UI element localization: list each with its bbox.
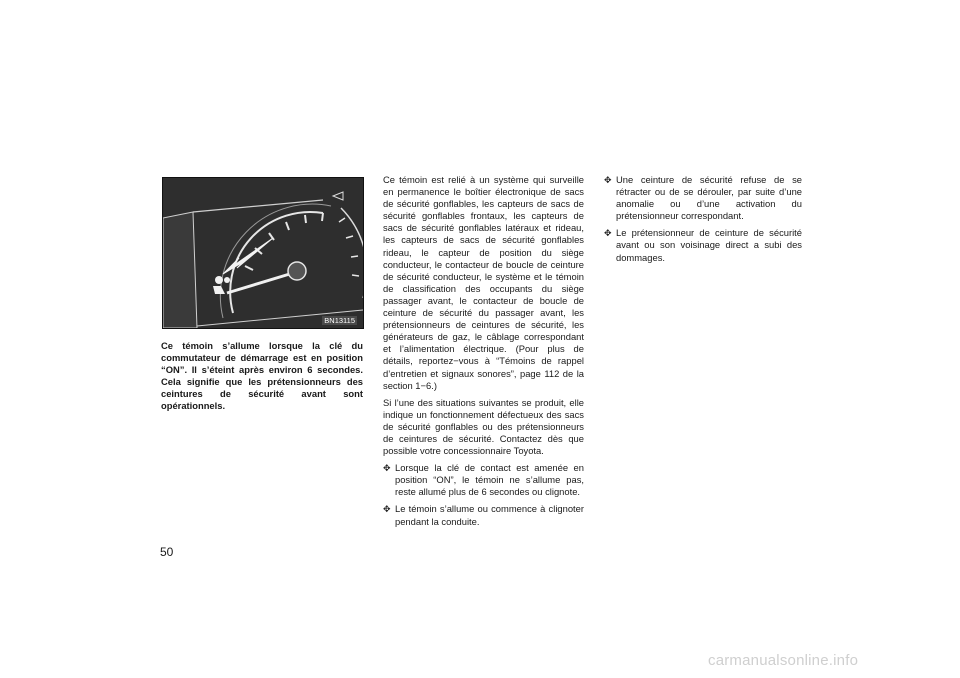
bullet-icon: ✥ [383, 504, 391, 515]
bullet-icon: ✥ [604, 228, 612, 239]
list-item [383, 503, 584, 527]
figure-code: BN13115 [324, 316, 355, 325]
instrument-cluster-figure [162, 177, 364, 329]
page-number: 50 [160, 545, 174, 559]
text-column-middle [383, 174, 584, 533]
text-column-right [604, 174, 802, 269]
paragraph-monitoring-system: Ce témoin est relié à un système qui surveille en permanence le boîtier électronique de sacs de sécurité gonflables, les capteurs de sacs de sécurité gonflables frontaux, les capteurs de sacs de sécurité gonflables latéraux et rideau, les capteurs de sacs de sécurité gonflables rideau, le capteur de position du siège conducteur, le contacteur de boucle de ceinture de sécurité conducteur, le système et le témoin de classification des occupants du siège passager avant, le contacteur de boucle de ceinture de sécurité du passager avant, les prétensionneurs de ceintures de sécurité, les générateurs de gaz, le câblage correspondant et l’alimentation électrique. (Pour plus de détails, reportez−vous à “Témoins de rappel d’entretien et signaux sonores”, page 112 de la section 1−6.) [383, 174, 584, 391]
gauge-illustration [163, 178, 363, 328]
list-item [383, 462, 584, 498]
bullet-icon: ✥ [604, 175, 612, 185]
malfunction-list-continued [604, 174, 802, 264]
watermark: carmanualsonline.info [708, 652, 859, 669]
list-item [604, 174, 802, 222]
paragraph-malfunction-situations: Si l’une des situations suivantes se produit, elle indique un fonctionnement défectueux des sacs de sécurité gonflables ou des prétensionneurs de ceintures de sécurité. Contactez dès que possible votre concessionnaire Toyota. [383, 396, 584, 457]
bullet-icon: ✥ [383, 463, 391, 474]
list-item-text: Le témoin s’allume ou commence à clignoter pendant la conduite. [395, 503, 584, 527]
list-item-text: Le prétensionneur de ceinture de sécurité avant ou son voisinage direct a subi des dommages. [616, 227, 802, 263]
list-item-text: Une ceinture de sécurité refuse de se rétracter ou de se dérouler, par suite d’une anomalie ou d’une activation du prétensionneur correspondant. [616, 174, 802, 222]
malfunction-list [383, 462, 584, 527]
list-item [604, 227, 802, 263]
list-item-text: Lorsque la clé de contact est amenée en position “ON”, le témoin ne s’allume pas, reste allumé plus de 6 secondes ou clignote. [395, 462, 584, 498]
figure-caption: Ce témoin s’allume lorsque la clé du commutateur de démarrage est en position “ON”. Il s’éteint après environ 6 secondes. Cela signifie que les prétensionneurs des ceintures de sécurité avant sont opérationnels. [161, 340, 363, 412]
